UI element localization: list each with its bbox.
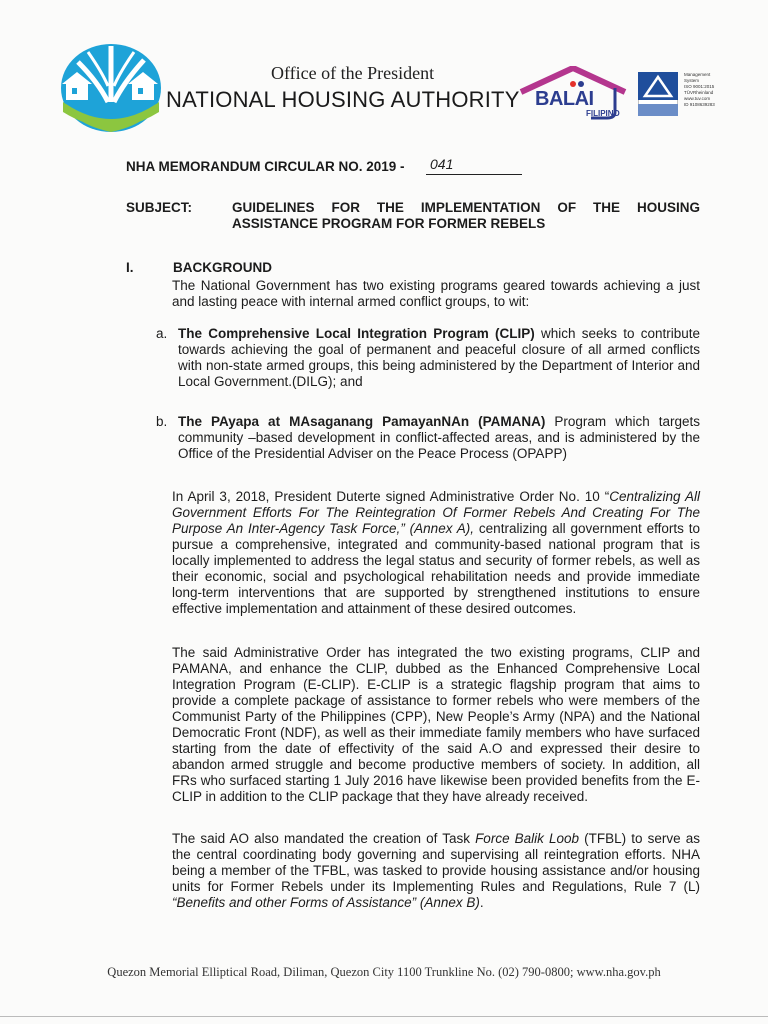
list-marker: a. <box>156 326 168 341</box>
list-item-pamana <box>156 414 700 462</box>
tfbl-text-start: The said AO also mandated the creation of Task <box>172 831 476 846</box>
paragraph-tfbl <box>172 831 700 911</box>
tfbl-italic: Force Balik Loob <box>475 831 580 846</box>
subject-line-2: ASSISTANCE PROGRAM FOR FORMER REBELS <box>232 216 546 231</box>
cert-line: TÜVRheinland <box>684 90 714 95</box>
circular-label: NHA MEMORANDUM CIRCULAR NO. 2019 - <box>126 159 405 174</box>
nha-logo-icon <box>58 42 164 134</box>
tfbl-text-mid: (TFBL) to serve as the central coordinating body governing and supervising all reintegration efforts. NHA being a member of the TFBL, was tasked to provide housing assistance and/or housing units for Former Rebels under its Implementing Rules and Regulations, Rule 7 (L) <box>172 831 700 894</box>
list-item-text: which seeks to contribute towards achieving the goal of permanent and peaceful closure of all armed conflicts with non-state armed groups, this being administered by the Department of Interior and Local Government.(DILG); and <box>178 326 700 389</box>
list-item-bold: The PAyapa at MAsaganang PamayanNAn (PAMANA) <box>178 414 546 429</box>
cert-line: www.tuv.com <box>684 96 711 101</box>
list-marker: b. <box>156 414 168 429</box>
balai-logo-subtext: FILIPINO <box>586 109 620 118</box>
cert-line: System <box>684 78 700 83</box>
cert-line: ID 9108639283 <box>684 102 715 107</box>
agency-title: NATIONAL HOUSING AUTHORITY <box>166 87 520 112</box>
footer-address: Quezon Memorial Elliptical Road, Diliman, Quezon City 1100 Trunkline No. (02) 790-0800; www.nha.gov.ph <box>107 965 661 979</box>
list-item-bold: The Comprehensive Local Integration Program (CLIP) <box>178 326 535 341</box>
cert-line: ISO 9001:2015 <box>684 84 715 89</box>
paragraph-ao10 <box>172 489 700 617</box>
ao10-text-end: centralizing all government efforts to pursue a comprehensive, integrated and community-based national program that is locally implemented to address the legal status and security of former rebels, as well as their economic, social and psychological rehabilitation needs and provide immediate long-term interventions that are supported by strengthened institutions to ensure effective implementation and attainment of these desired outcomes. <box>172 521 700 616</box>
circular-number-value: 041 <box>430 156 454 172</box>
certification-details <box>684 72 734 108</box>
subject-line-1: GUIDELINES FOR THE IMPLEMENTATION OF THE HOUSING <box>232 200 700 215</box>
annex-b-italic: “Benefits and other Forms of Assistance” (Annex B) <box>172 895 480 910</box>
section-number: I. <box>126 260 134 275</box>
intro-paragraph: The National Government has two existing programs geared towards achieving a just and lasting peace with internal armed conflict groups, to wit: <box>172 278 700 309</box>
office-title: Office of the President <box>271 63 435 83</box>
ao10-text-start: In April 3, 2018, President Duterte signed Administrative Order No. 10 “ <box>172 489 610 504</box>
balai-logo-text: BALAI <box>535 88 594 110</box>
subject-label: SUBJECT: <box>126 200 193 215</box>
tfbl-text-end: . <box>479 895 484 910</box>
bottom-rule <box>0 1016 768 1017</box>
cert-line: Management <box>684 72 711 77</box>
section-title: BACKGROUND <box>173 260 272 275</box>
circular-number <box>426 156 522 175</box>
ao10-title-italic: Centralizing All Government Efforts For The Reintegration Of Former Rebels And Creating For The Purpose An Inter-Agency Task Force,” (Annex A), <box>172 489 700 536</box>
list-item-text: Program which targets community –based development in conflict-affected areas, and is administered by the Office of the Presidential Adviser on the Peace Process (OPAPP) <box>178 414 700 461</box>
paragraph-eclip: The said Administrative Order has integrated the two existing programs, CLIP and PAMANA, and enhance the CLIP, dubbed as the Enhanced Comprehensive Local Integration Program (E-CLIP). E-CLIP is a strategic flagship program that aims to provide a complete package of assistance to former rebels who were members of the Communist Party of the Philippines (CPP), New People’s Army (NPA) and the National Democratic Front (NDF), as well as their immediate family members who have surfaced starting from the date of effectivity of the said A.O and expressed their desire to abandon armed struggle and become productive members of society. In addition, all FRs who surfaced starting 1 July 2016 have likewise been provided benefits from the E-CLIP in addition to the CLIP package that they have already received. <box>172 645 700 804</box>
list-item-clip <box>156 326 700 390</box>
tuv-certification-icon <box>638 72 678 116</box>
subject-text <box>232 200 700 232</box>
